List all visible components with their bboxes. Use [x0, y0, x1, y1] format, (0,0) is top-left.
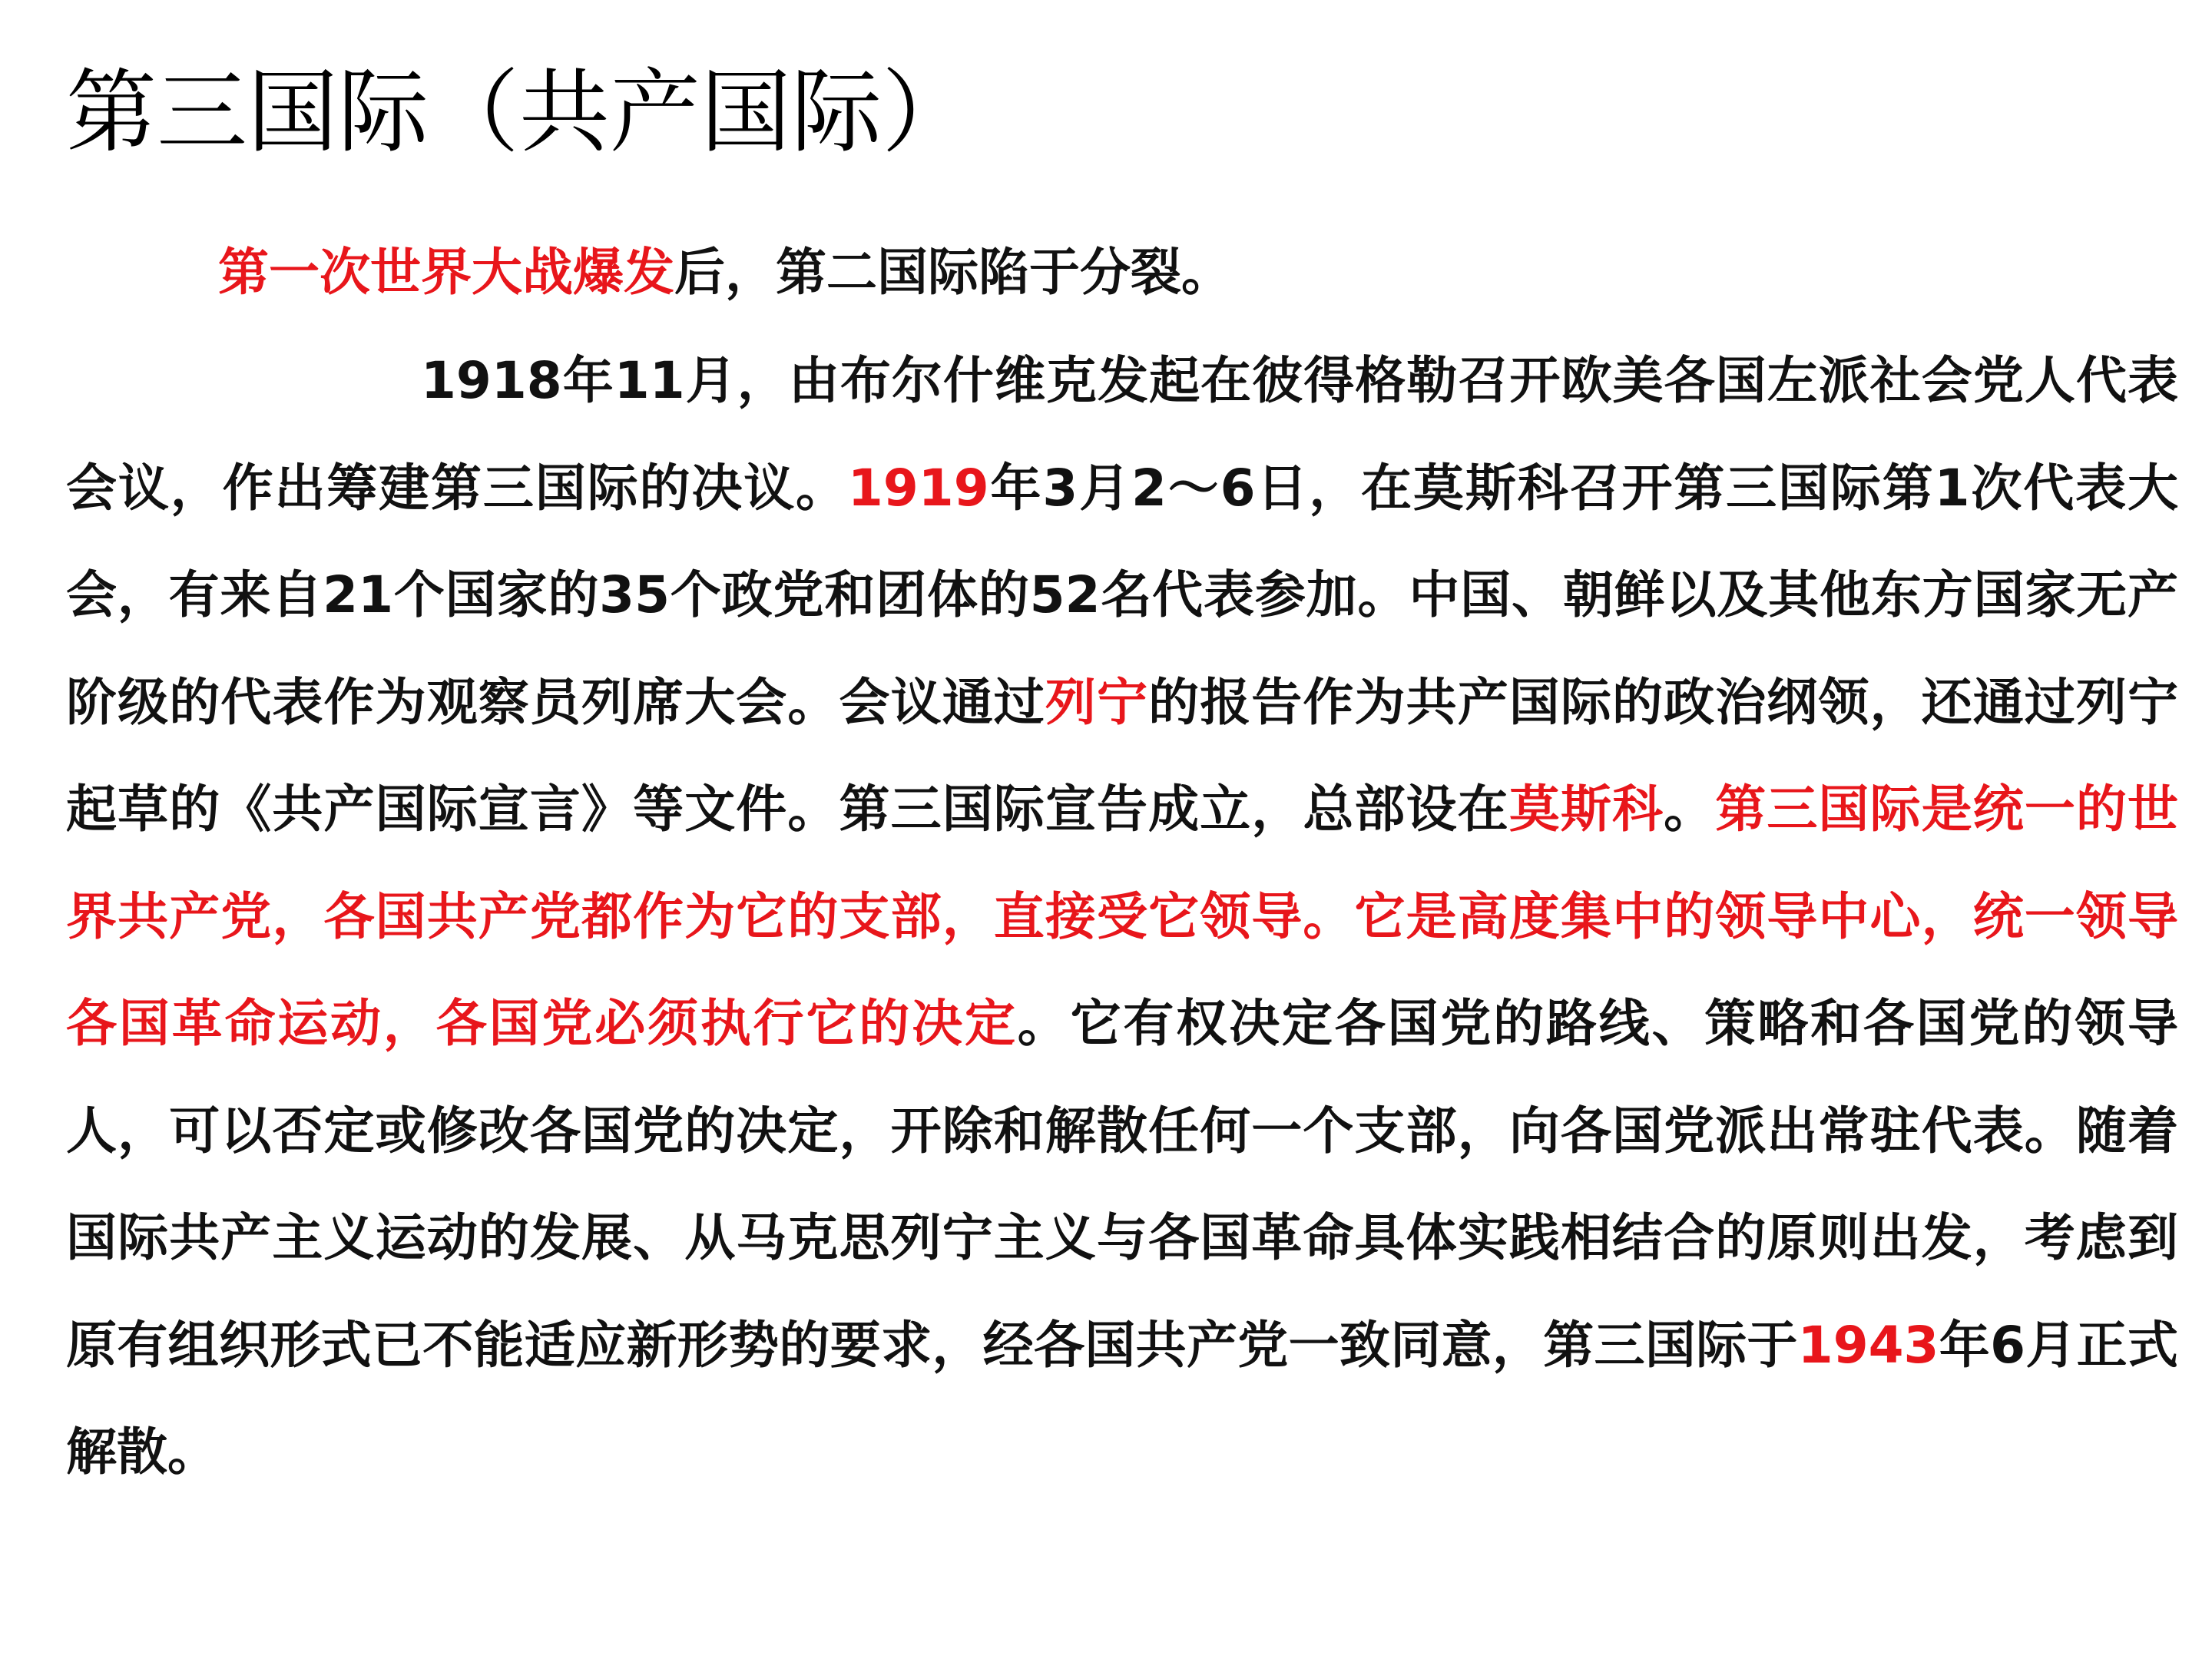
intro-paragraph — [66, 230, 2178, 315]
highlight-world-party: 第三国际是统一的世界共产党，各国共产党都作为它的支部，直接受它领导。它是高度集中的领导中心，统一领导各国革命运动，各国党必须执行它的决定 — [66, 780, 2179, 1053]
highlight-year-1943: 1943 — [1797, 1315, 1939, 1375]
body-text-1: 1918年11月，由布尔什维克发起在彼得格勒召开欧美各国左派社会党人代表会议，作出筹建第三国际的决议。 — [66, 351, 2178, 518]
intro-text: 后，第二国际陷于分裂。 — [674, 243, 1232, 302]
highlight-lenin: 列宁 — [1045, 672, 1149, 732]
highlight-moscow: 莫斯科 — [1508, 780, 1664, 839]
page-title: 第三国际（共产国际） — [66, 59, 973, 165]
highlight-ww1-outbreak: 第一次世界大战爆发 — [218, 243, 674, 302]
body-text-2: 年3月2～6日，在莫斯科召开第三国际第1次代表大会，有来自21个国家的35个政党和团体的52名代表参加。中国、朝鲜以及其他东方国家无产阶级的代表作为观察员列席大会。会议通过 — [66, 458, 2178, 732]
body-text-3: 的报告作为共产国际的政治纲领，还通过列宁起草的《共产国际宣言》等文件。第三国际宣告成立，总部设在 — [66, 672, 2179, 839]
body-text-4: 。 — [1664, 780, 1716, 839]
body-paragraph — [66, 327, 2178, 1506]
body-text-6: 年6月正式解散。 — [66, 1315, 2178, 1482]
body-text-5: 。它有权决定各国党的路线、策略和各国党的领导人，可以否定或修改各国党的决定，开除和解散任何一个支部，向各国党派出常驻代表。随着国际共产主义运动的发展、从马克思列宁主义与各国革命具体实践相结合的原则出发，考虑到原有组织形式已不能适应新形势的要求，经各国共产党一致同意，第三国际于 — [66, 994, 2179, 1375]
highlight-year-1919: 1919 — [847, 458, 989, 518]
